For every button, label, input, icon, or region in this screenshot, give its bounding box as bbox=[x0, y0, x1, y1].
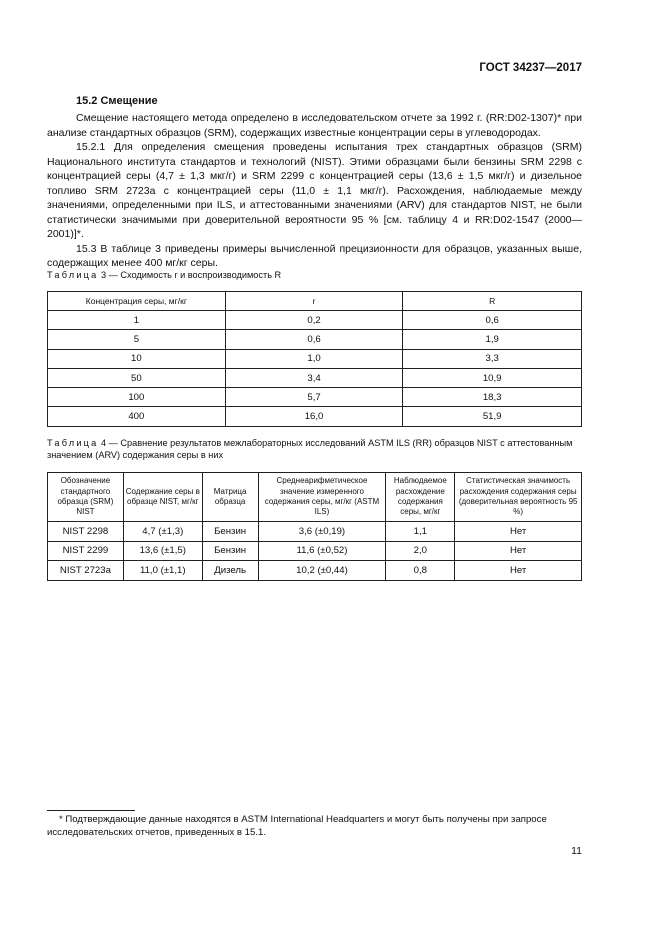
table4-caption bbox=[47, 437, 587, 461]
table3-cell: 0,6 bbox=[225, 330, 403, 349]
table3-cell: 10 bbox=[48, 349, 226, 368]
table4-cell: 1,1 bbox=[386, 522, 455, 542]
table3-label: Таблица bbox=[47, 270, 99, 280]
table4-header-srm: Обозначение стандартного образца (SRM) NIST bbox=[48, 473, 124, 522]
table3-caption-text: 3 — Сходимость r и воспроизводимость R bbox=[98, 270, 282, 280]
table4-cell: 3,6 (±0,19) bbox=[258, 522, 386, 542]
table3-cell: 100 bbox=[48, 388, 226, 407]
table3-cell: 10,9 bbox=[403, 368, 582, 387]
table4-cell: 10,2 (±0,44) bbox=[258, 561, 386, 581]
table4-cell: 11,6 (±0,52) bbox=[258, 541, 386, 561]
table4-cell: 2,0 bbox=[386, 541, 455, 561]
document-id: ГОСТ 34237—2017 bbox=[479, 62, 582, 74]
table4-cell: NIST 2299 bbox=[48, 541, 124, 561]
table4-cell: Дизель bbox=[202, 561, 258, 581]
table3-cell: 0,6 bbox=[403, 311, 582, 330]
table3-caption bbox=[47, 269, 587, 281]
footnote bbox=[47, 814, 587, 840]
table4-header-matrix: Матрица образца bbox=[202, 473, 258, 522]
table3-cell: 1 bbox=[48, 311, 226, 330]
footnote-divider bbox=[47, 810, 135, 811]
table3-cell: 1,0 bbox=[225, 349, 403, 368]
table4-header-significance: Статистическая значимость расхождения содержания серы (доверительная вероятность 95 %) bbox=[455, 473, 582, 522]
table4-header-content: Содержание серы в образце NIST, мг/кг bbox=[123, 473, 202, 522]
table-row bbox=[48, 388, 582, 407]
table4-cell: 11,0 (±1,1) bbox=[123, 561, 202, 581]
table3-cell: 0,2 bbox=[225, 311, 403, 330]
table-header-row bbox=[48, 473, 582, 522]
table3-cell: 3,4 bbox=[225, 368, 403, 387]
table3-cell: 5,7 bbox=[225, 388, 403, 407]
table-row bbox=[48, 561, 582, 581]
table4-cell: Нет bbox=[455, 541, 582, 561]
table4-cell: Нет bbox=[455, 522, 582, 542]
table4-cell: Нет bbox=[455, 561, 582, 581]
table-header-row bbox=[48, 292, 582, 311]
table4-label: Таблица bbox=[47, 438, 99, 448]
table3-header-r: r bbox=[225, 292, 403, 311]
table3-repeatability bbox=[47, 291, 582, 427]
table4-header-difference: Наблюдаемое расхождение содержания серы, мг/кг bbox=[386, 473, 455, 522]
paragraph-bias: Смещение настоящего метода определено в исследовательском отчете за 1992 г. (RR:D02-1307)* при анализе стандартных образцов (SRM), содержащих известные концентрации серы в углеводородах. bbox=[47, 112, 582, 139]
table-row bbox=[48, 368, 582, 387]
table4-cell: NIST 2723a bbox=[48, 561, 124, 581]
table3-cell: 3,3 bbox=[403, 349, 582, 368]
table4-cell: Бензин bbox=[202, 522, 258, 542]
table4-cell: 13,6 (±1,5) bbox=[123, 541, 202, 561]
table4-nist-comparison bbox=[47, 472, 582, 581]
table3-cell: 5 bbox=[48, 330, 226, 349]
table4-cell: NIST 2298 bbox=[48, 522, 124, 542]
table4-cell: Бензин bbox=[202, 541, 258, 561]
table4-header-mean: Среднеарифметическое значение измеренного содержания серы, мг/кг (ASTM ILS) bbox=[258, 473, 386, 522]
page-number: 11 bbox=[571, 845, 582, 857]
table4-cell: 4,7 (±1,3) bbox=[123, 522, 202, 542]
table-row bbox=[48, 522, 582, 542]
section-body bbox=[47, 111, 582, 271]
table4-caption-text: 4 — Сравнение результатов межлабораторных исследований ASTM ILS (RR) образцов NIST с аттестованным значением (ARV) содержания серы в них bbox=[47, 438, 573, 460]
paragraph-15-2-1: 15.2.1 Для определения смещения проведены испытания трех стандартных образцов (SRM) Национального института стандартов и технологий (NIST). Этими образцами были бензины SRM 2298 с концентрацией серы (4,7 ± 1,3 мкг/г) и SRM 2299 с концентрацией серы (13,6 ± 1,5 мкг/г) и дизельное топливо SRM 2723a с концентрацией серы (11,0 ± 1,1 мкг/г). Расхождения, наблюдаемые между значениями, определенными при ILS, и аттестованными значениями (ARV) для стандартов NIST, не были статистически значимыми при доверительной вероятности 95 % [см. таблицу 4 и RR:D02-1547 (2000—2001)]*. bbox=[47, 141, 582, 240]
footnote-text: * Подтверждающие данные находятся в ASTM International Headquarters и могут быть получены при запросе исследовательских отчетов, приведенных в 15.1. bbox=[47, 814, 547, 838]
table3-cell: 16,0 bbox=[225, 407, 403, 426]
table3-header-concentration: Концентрация серы, мг/кг bbox=[48, 292, 226, 311]
table-row bbox=[48, 407, 582, 426]
section-title: 15.2 Смещение bbox=[76, 95, 158, 107]
paragraph-15-3: 15.3 В таблице 3 приведены примеры вычисленной прецизионности для образцов, указанных выше, содержащих менее 400 мг/кг серы. bbox=[47, 242, 582, 269]
table3-cell: 400 bbox=[48, 407, 226, 426]
table-row bbox=[48, 330, 582, 349]
table-row bbox=[48, 349, 582, 368]
table-row bbox=[48, 541, 582, 561]
table4-cell: 0,8 bbox=[386, 561, 455, 581]
table-row bbox=[48, 311, 582, 330]
table3-cell: 51,9 bbox=[403, 407, 582, 426]
table3-cell: 18,3 bbox=[403, 388, 582, 407]
table3-cell: 1,9 bbox=[403, 330, 582, 349]
table3-cell: 50 bbox=[48, 368, 226, 387]
table3-header-R: R bbox=[403, 292, 582, 311]
